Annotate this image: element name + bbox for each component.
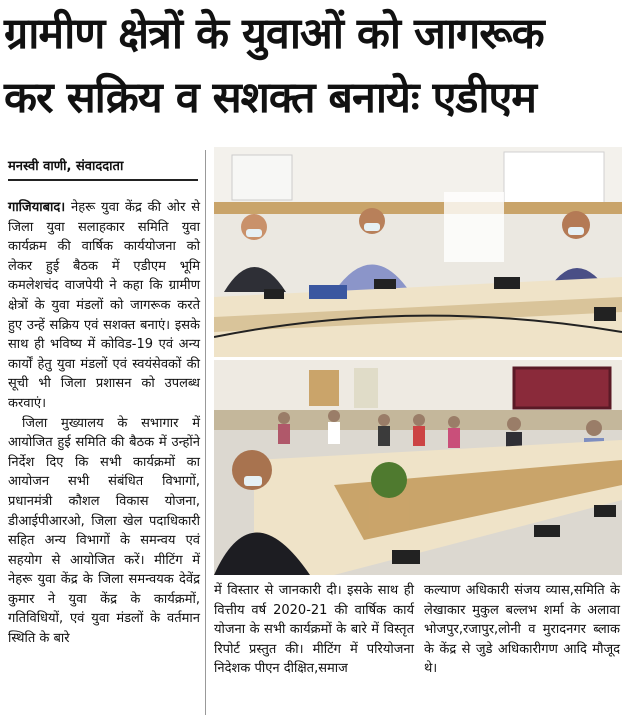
article-column-1: [8, 198, 200, 649]
article-paragraph-2: जिला मुख्यालय के सभागार में आयोजित हुई समिति की बैठक में उन्होंने निर्देश दिए कि सभी कार्यक्रमों का आयोजन सभी संबंधित विभागों, प्रधानमंत्री कौशल विकास योजना, डीआईपीआरओ, जिला खेल पदाधिकारी सहित अन्य विभागों के समन्वय एवं सहयोग से आयोजित करें। मीटिंग में नेहरू युवा केंद्र के जिला समन्वयक देवेंद्र कुमार ने युवा केंद्र के कार्यक्रमों, गतिविधियों, एवं युवा मंडलों के वर्तमान स्थिति के बारे: [8, 415, 200, 647]
headline-line-2: कर सक्रिय व सशक्त बनायेः एडीएम: [4, 73, 536, 123]
meeting-photo-bottom: [214, 360, 622, 575]
dateline: गाजियाबाद।: [8, 200, 66, 215]
article-column-2: में विस्तार से जानकारी दी। इसके साथ ही वित्तीय वर्ष 2020-21 की वार्षिक कार्य योजना के सभी कार्यक्रमों के बारे में विस्तृत रिपोर्ट प्रस्तुत की। मीटिंग में परियोजना निदेशक पीएन दीक्षित,समाज: [214, 583, 414, 677]
headline-line-1: ग्रामीण क्षेत्रों के युवाओं को जागरूक: [4, 9, 544, 59]
byline: मनस्वी वाणी, संवाददाता: [8, 156, 198, 181]
column-divider: [205, 150, 206, 715]
headline: [4, 2, 624, 130]
meeting-photo-top: [214, 147, 622, 357]
meeting-photo-bottom-illustration: [214, 360, 622, 575]
article-column-3: कल्याण अधिकारी संजय व्यास,समिति के लेखाकार मुकुल बल्लभ शर्मा के अलावा भोजपुर,रजापुर,लोनी व मुरादनगर ब्लाक के केंद्र से जुडे अधिकारीगण आदि मौजूद थे।: [424, 583, 620, 677]
article-paragraph-1: [8, 198, 200, 414]
paragraph-1-text: नेहरू युवा केंद्र की ओर से जिला युवा सलाहकार समिति युवा कार्यक्रम की वार्षिक कार्ययोजना को लेकर हुई बैठक में एडीएम भूमि कमलेशचंद वाजपेयी ने कहा कि ग्रामीण क्षेत्रों के युवा मंडलों को जागरूक करते हुए उन्हें सक्रिय एवं सशक्त बनाएं। इसके साथ ही भविष्य में कोविड-19 एवं अन्य कार्यों हेतु युवा मंडलों एवं स्वयंसेवकों की सूची भी जिला प्रशासन को उपलब्ध करवाएं।: [8, 200, 200, 411]
meeting-photo-top-illustration: [214, 147, 622, 357]
